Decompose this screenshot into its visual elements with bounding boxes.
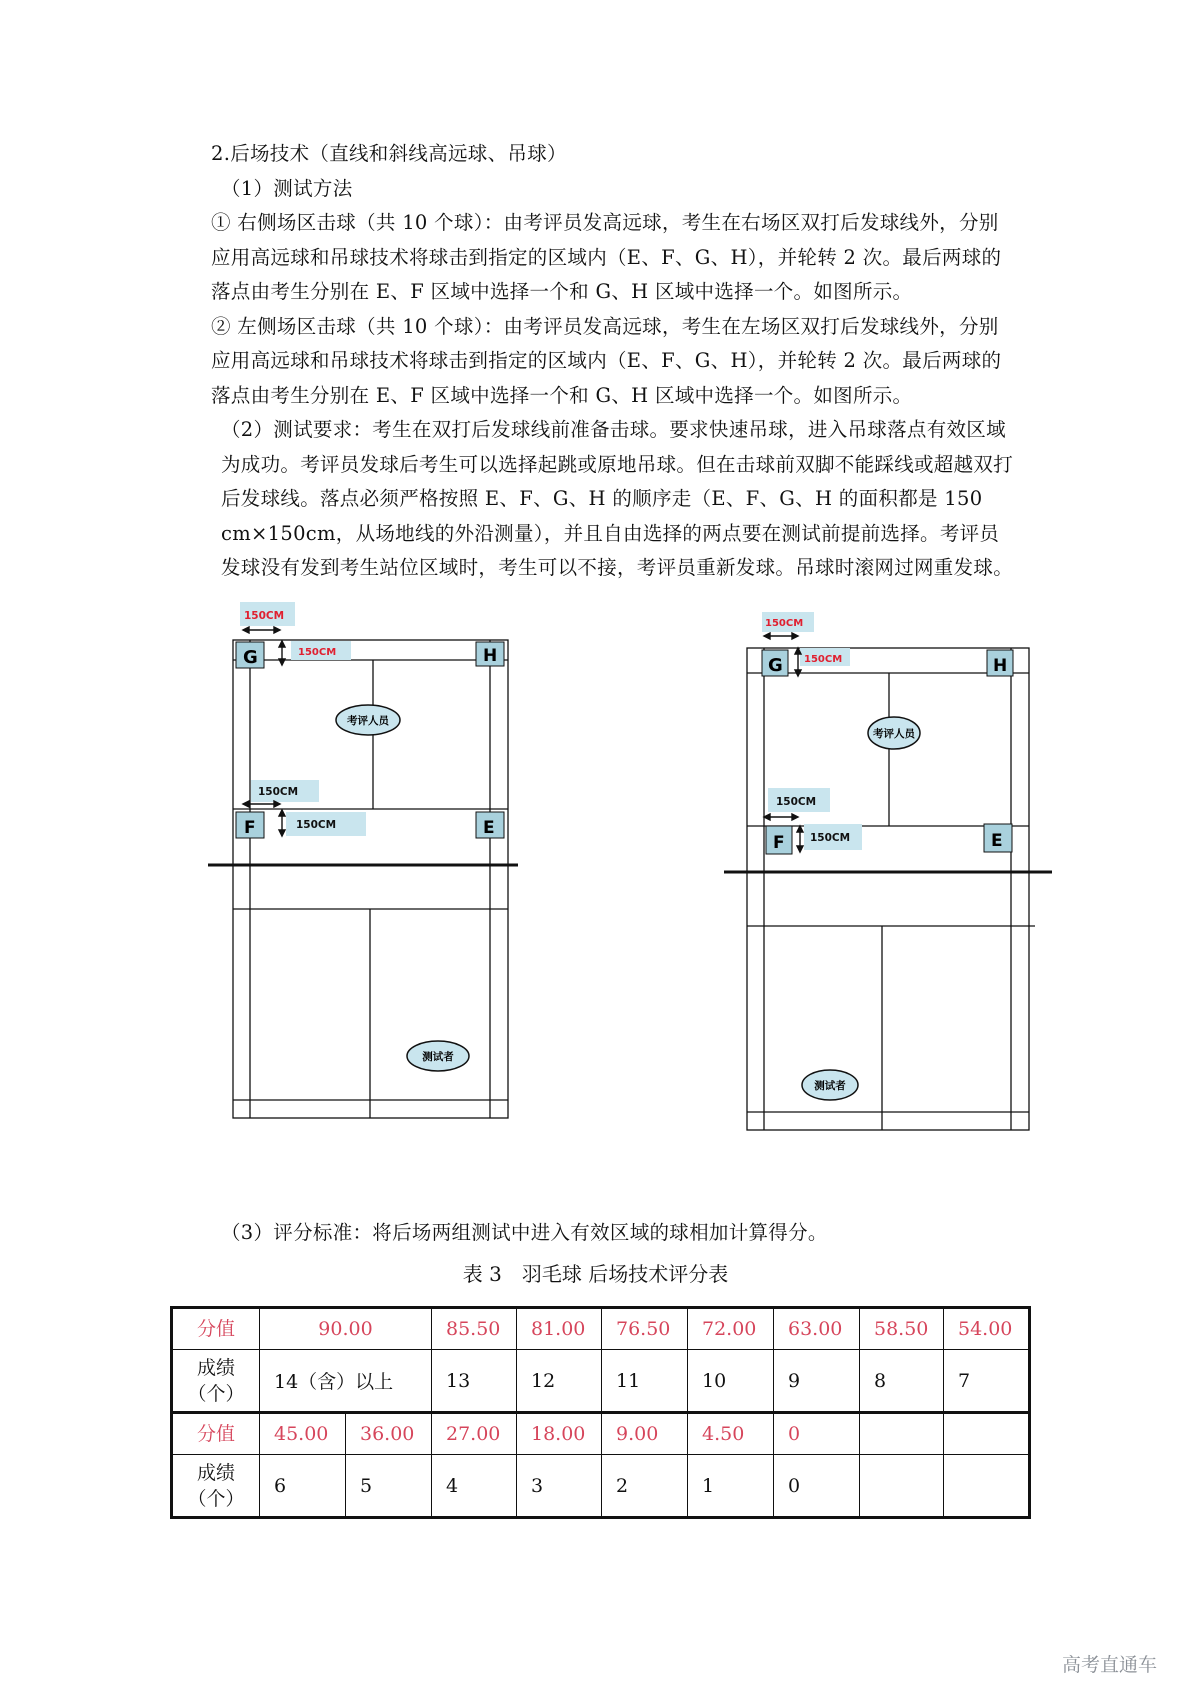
zone-h: H [483, 646, 498, 666]
score-cell: 45.00 [260, 1413, 346, 1455]
score-table [170, 1306, 1031, 1519]
court-diagram-left [700, 610, 1070, 1130]
zone-f: F [244, 818, 256, 838]
scoring-text [182, 1216, 1018, 1251]
result-cell: 6 [260, 1455, 346, 1518]
result-cell: 11 [602, 1350, 688, 1413]
paragraph-requirements: （2）测试要求：考生在双打后发球线前准备击球。要求快速吊球，进入吊球落点有效区域为成功。考评员发球后考生可以选择起跳或原地吊球。但在击球前双脚不能踩线或超越双打后发球线。落点必须严格按照 E、F、G、H 的顺序走（E、F、G、H 的面积都是 150 cm×150cm，从场地线的外沿测量），并且自由选择的两点要在测试前提前选择。考评员发球没有发到考生站位区域时，考生可以不接，考评员重新发球。吊球时滚网过网重发球。 [221, 418, 1014, 579]
court-diagram-right [190, 600, 550, 1120]
label-result-line1: 成绩 [196, 1461, 235, 1484]
score-cell: 76.50 [602, 1308, 688, 1350]
result-cell: 1 [688, 1455, 774, 1518]
table-row [172, 1308, 1030, 1350]
score-cell: 90.00 [260, 1308, 432, 1350]
dim-label-top: 150CM [765, 618, 804, 629]
score-cell [860, 1413, 944, 1455]
result-cell: 9 [774, 1350, 860, 1413]
score-cell: 72.00 [688, 1308, 774, 1350]
paragraph-right-court: ① 右侧场区击球（共 10 个球）：由考评员发高远球，考生在右场区双打后发球线外，分别应用高远球和吊球技术将球击到指定的区域内（E、F、G、H），并轮转 2 次。最后两球的落点由考生分别在 E、F 区域中选择一个和 G、H 区域中选择一个。如图所示。 [211, 211, 1002, 303]
score-cell: 9.00 [602, 1413, 688, 1455]
result-cell: 3 [517, 1455, 602, 1518]
result-cell: 5 [346, 1455, 432, 1518]
dim-label-side: 150CM [298, 647, 337, 658]
score-cell: 27.00 [432, 1413, 517, 1455]
result-cell: 4 [432, 1455, 517, 1518]
table-row [172, 1455, 1030, 1518]
zone-e: E [483, 818, 495, 838]
label-score: 分值 [172, 1308, 260, 1350]
dim-label-mid: 150CM [776, 796, 817, 808]
result-cell: 0 [774, 1455, 860, 1518]
dim-label-mid-side: 150CM [810, 832, 851, 844]
table-caption: 表 3 羽毛球 后场技术评分表 [462, 1262, 729, 1286]
score-cell: 18.00 [517, 1413, 602, 1455]
score-cell [944, 1413, 1030, 1455]
tester-label: 测试者 [814, 1080, 846, 1092]
dim-label-mid: 150CM [258, 786, 299, 798]
result-cell: 2 [602, 1455, 688, 1518]
score-cell: 81.00 [517, 1308, 602, 1350]
zone-h: H [993, 656, 1008, 676]
zone-g: G [768, 655, 783, 676]
section-heading: 2.后场技术（直线和斜线高远球、吊球） [211, 142, 567, 165]
section-text [182, 137, 1018, 586]
score-cell: 4.50 [688, 1413, 774, 1455]
dim-label-mid-side: 150CM [296, 819, 337, 831]
result-cell [860, 1455, 944, 1518]
dim-label-top: 150CM [244, 610, 285, 622]
result-cell: 13 [432, 1350, 517, 1413]
examiner-label: 考评人员 [873, 728, 915, 740]
watermark: 高考直通车 [1062, 1654, 1158, 1676]
paragraph-scoring: （3）评分标准：将后场两组测试中进入有效区域的球相加计算得分。 [221, 1221, 828, 1244]
label-result [172, 1455, 260, 1518]
label-result-line1: 成绩 [196, 1356, 235, 1379]
table-row [172, 1413, 1030, 1455]
result-cell: 14（含）以上 [260, 1350, 432, 1413]
subheading-method: （1）测试方法 [221, 176, 353, 200]
score-cell: 58.50 [860, 1308, 944, 1350]
label-result-line2: （个） [187, 1487, 245, 1510]
score-cell: 63.00 [774, 1308, 860, 1350]
label-result-line2: （个） [187, 1382, 245, 1405]
zone-g: G [243, 647, 258, 668]
tester-label: 测试者 [422, 1051, 454, 1063]
result-cell: 10 [688, 1350, 774, 1413]
label-result [172, 1350, 260, 1413]
zone-f: F [773, 833, 785, 853]
examiner-label: 考评人员 [347, 715, 389, 727]
result-cell: 12 [517, 1350, 602, 1413]
paragraph-left-court: ② 左侧场区击球（共 10 个球）：由考评员发高远球，考生在左场区双打后发球线外，分别应用高远球和吊球技术将球击到指定的区域内（E、F、G、H），并轮转 2 次。最后两球的落点由考生分别在 E、F 区域中选择一个和 G、H 区域中选择一个。如图所示。 [211, 314, 1002, 407]
score-cell: 85.50 [432, 1308, 517, 1350]
label-score: 分值 [172, 1413, 260, 1455]
table-row [172, 1350, 1030, 1413]
zone-e: E [991, 831, 1003, 851]
dim-label-side: 150CM [804, 654, 843, 665]
score-cell: 54.00 [944, 1308, 1030, 1350]
result-cell [944, 1455, 1030, 1518]
result-cell: 8 [860, 1350, 944, 1413]
score-cell: 36.00 [346, 1413, 432, 1455]
result-cell: 7 [944, 1350, 1030, 1413]
score-cell: 0 [774, 1413, 860, 1455]
